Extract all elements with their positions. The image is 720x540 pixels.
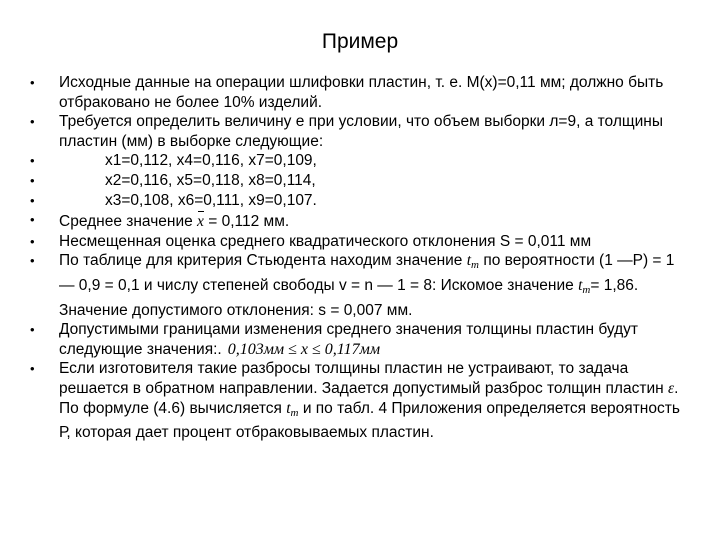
sample-values-row: x3=0,108, x6=0,111, x9=0,107. <box>105 191 317 209</box>
bullet-item <box>30 171 694 191</box>
bullet-list <box>30 73 694 443</box>
bullet-dot-icon: • <box>30 322 35 338</box>
bullet-dot-icon: • <box>30 172 35 188</box>
bullet-item <box>30 359 694 442</box>
bullet-text: = 0,112 мм. <box>208 213 290 231</box>
sample-values-row: x1=0,112, x4=0,116, x7=0,109, <box>105 152 317 170</box>
bullet-dot-icon: • <box>30 114 35 130</box>
bullet-item <box>30 151 694 171</box>
mean-symbol: x <box>197 210 204 232</box>
student-t-symbol: $t_m$ <box>286 399 299 419</box>
bullet-dot-icon: • <box>30 192 35 208</box>
bullet-text: по вероятности (1 —Р) = 1 — 0,9 = 0,1 и числу степеней свободы v = n — 1 = 8: Искомое значение <box>59 252 675 294</box>
bullet-text: Если изготовителя такие разбросы толщины пластин не устраивают, то задача решается в обратном направлении. Задается допустимый разброс толщин пластин <box>59 360 664 397</box>
student-t-symbol: $t_m$ <box>466 252 479 272</box>
bullet-text: Требуется определить величину е при условии, что объем выборки л=9, а толщины пластин (мм) в выборке следующие: <box>59 113 663 150</box>
bullet-item <box>30 112 694 151</box>
bounds-formula: 0,103мм ≤ x ≤ 0,117мм <box>227 340 381 358</box>
sample-values-row: x2=0,116, x5=0,118, x8=0,114, <box>105 171 316 189</box>
bullet-text: Среднее значение <box>59 213 193 231</box>
bullet-text: Несмещенная оценка среднего квадратического отклонения S = 0,011 мм <box>59 232 592 250</box>
bullet-dot-icon: • <box>30 253 35 269</box>
bullet-text: Допустимыми границами изменения среднего значения толщины пластин будут следующие значения:. <box>59 321 638 358</box>
bullet-text: = 1,86. Значение допустимого отклонения: s = 0,007 мм. <box>59 276 639 319</box>
bullet-item <box>30 251 694 320</box>
bullet-item <box>30 191 694 211</box>
bullet-dot-icon: • <box>30 233 35 249</box>
bullet-item <box>30 232 694 252</box>
bullet-text: и по табл. 4 Приложения определяется вероятность Р, которая дает процент отбраковываемых пластин. <box>59 399 680 442</box>
epsilon-symbol: ε <box>667 379 675 397</box>
student-t-symbol: $t_m$ <box>578 276 591 296</box>
bullet-item <box>30 320 694 359</box>
bullet-text: . По формуле (4.6) вычисляется <box>59 379 679 417</box>
bullet-dot-icon: • <box>30 153 35 169</box>
bullet-item <box>30 73 694 112</box>
bullet-item <box>30 210 694 232</box>
bullet-text: Исходные данные на операции шлифовки пластин, т. е. M(x)=0,11 мм; должно быть отбраковано не более 10% изделий. <box>59 74 664 111</box>
slide-title: Пример <box>321 30 399 53</box>
bullet-dot-icon: • <box>30 361 35 377</box>
bullet-dot-icon: • <box>30 75 35 90</box>
bullet-dot-icon: • <box>30 212 35 228</box>
bullet-text: По таблице для критерия Стьюдента находим значение <box>59 252 463 270</box>
